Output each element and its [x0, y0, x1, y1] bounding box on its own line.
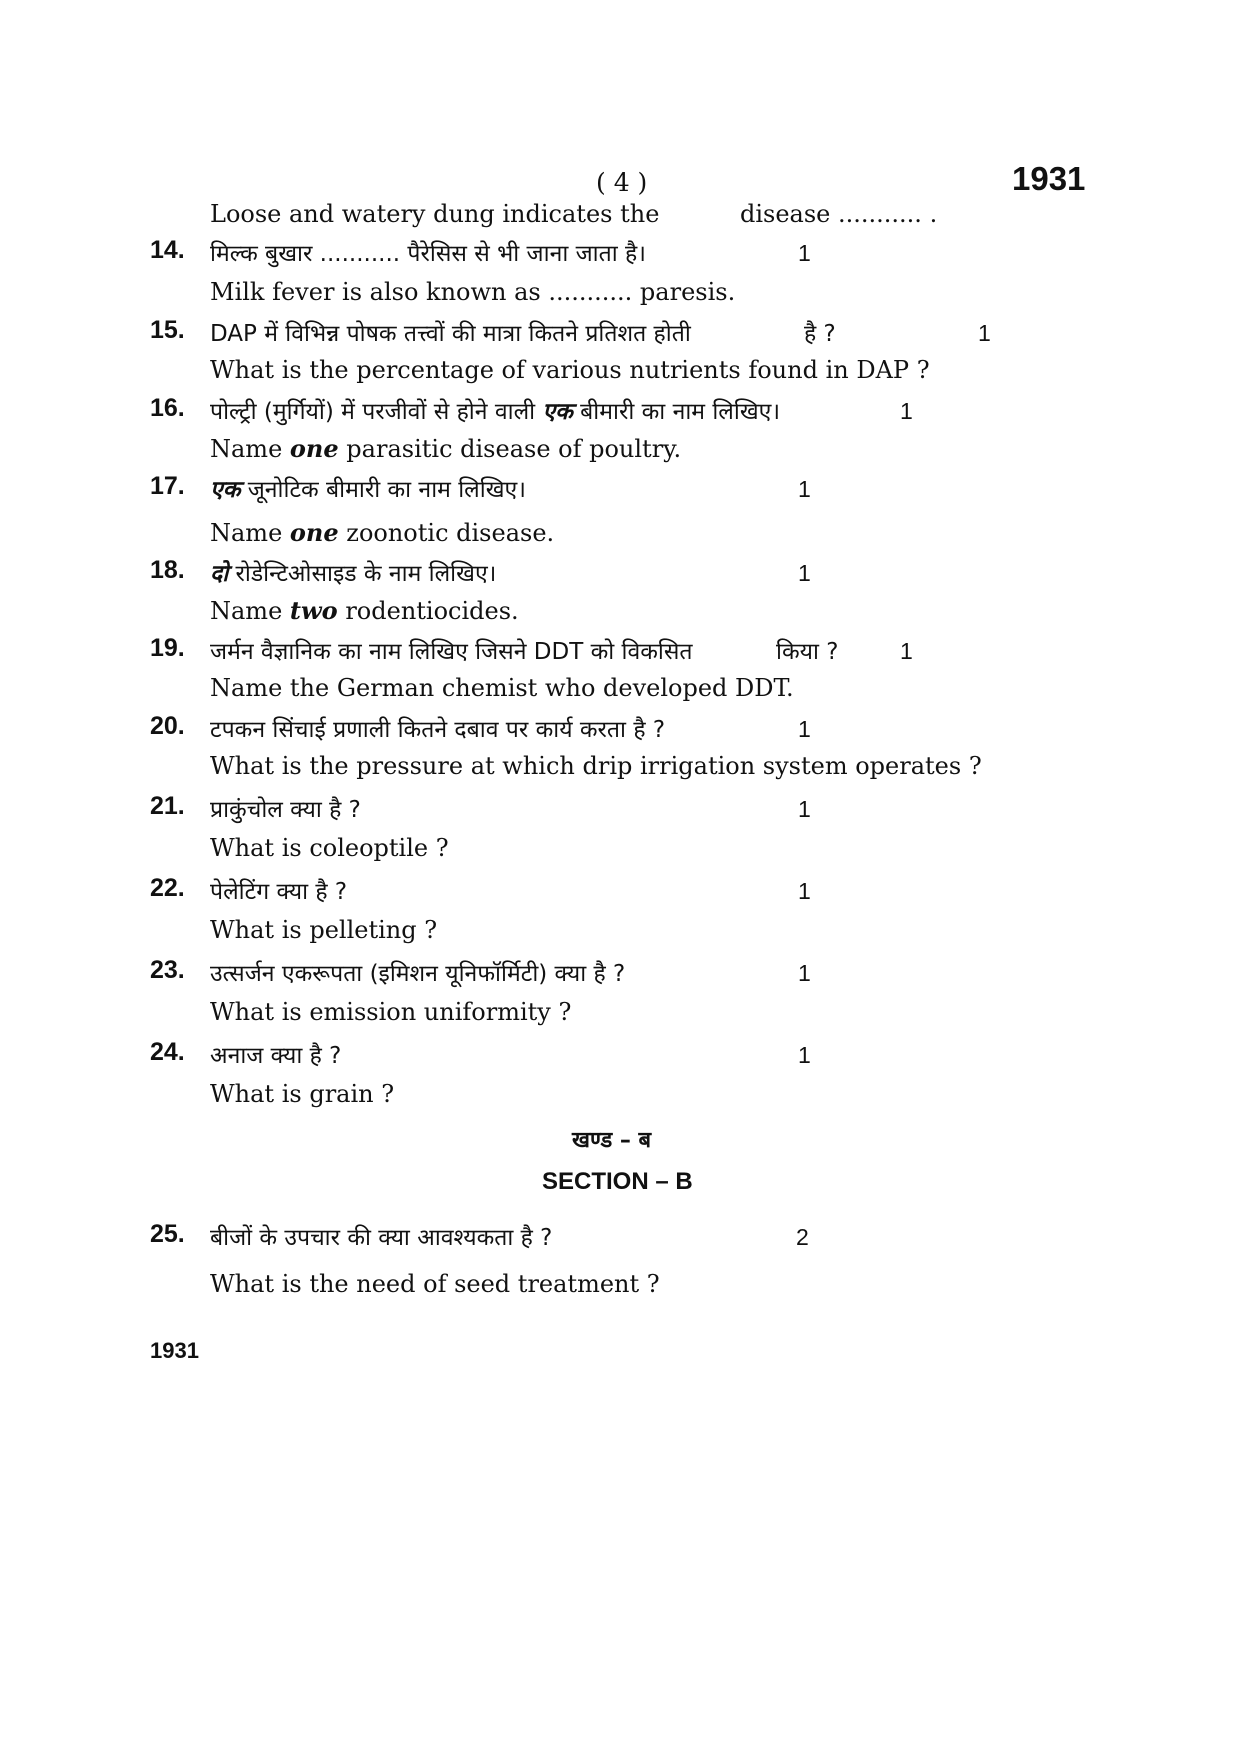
question-17-english-post: zoonotic disease.: [346, 519, 555, 547]
question-16-english-post: parasitic disease of poultry.: [346, 435, 682, 463]
question-22-marks: 1: [798, 878, 811, 904]
question-14-english: Milk fever is also known as ........... paresis.: [210, 278, 736, 306]
question-23-marks: 1: [798, 960, 811, 986]
question-17-marks: 1: [798, 476, 811, 502]
question-21-marks: 1: [798, 796, 811, 822]
question-25-marks: 2: [796, 1224, 809, 1250]
question-15-english: What is the percentage of various nutrients found in DAP ?: [210, 356, 930, 384]
question-18-marks: 1: [798, 560, 811, 586]
question-20-english: What is the pressure at which drip irrigation system operates ?: [210, 752, 982, 780]
question-16-english: [210, 434, 681, 463]
question-18-hindi-emphasis: दो: [210, 561, 229, 587]
paper-code-footer: 1931: [150, 1338, 199, 1363]
carry-over-text-part1: Loose and watery dung indicates the: [210, 200, 660, 228]
question-19-hindi-tail: किया ?: [776, 639, 839, 665]
section-heading-english: SECTION – B: [542, 1168, 693, 1195]
question-number-14: 14.: [150, 236, 185, 264]
question-number-23: 23.: [150, 956, 185, 984]
question-17-english-emphasis: one: [289, 518, 339, 547]
question-15-marks: 1: [978, 320, 991, 346]
question-number-19: 19.: [150, 634, 185, 662]
question-16-hindi: [210, 394, 780, 426]
question-17-hindi-post: जूनोटिक बीमारी का नाम लिखिए।: [247, 477, 526, 503]
question-21-english: What is coleoptile ?: [210, 834, 449, 862]
question-24-english: What is grain ?: [210, 1080, 395, 1108]
question-19-marks: 1: [900, 638, 913, 664]
question-18-english-post: rodentiocides.: [345, 597, 519, 625]
question-number-17: 17.: [150, 472, 185, 500]
question-19-hindi: जर्मन वैज्ञानिक का नाम लिखिए जिसने DDT को विकसित: [210, 639, 693, 665]
question-15-hindi-tail: है ?: [804, 321, 836, 347]
question-number-15: 15.: [150, 316, 185, 344]
question-22-hindi: पेलेटिंग क्या है ?: [210, 879, 348, 905]
question-23-hindi: उत्सर्जन एकरूपता (इमिशन यूनिफॉर्मिटी) क्या है ?: [210, 961, 626, 987]
question-17-english-pre: Name: [210, 519, 283, 547]
question-number-16: 16.: [150, 394, 185, 422]
carry-over-text-part2: disease ........... .: [740, 200, 938, 228]
question-19-english: Name the German chemist who developed DDT.: [210, 674, 794, 702]
question-24-hindi: अनाज क्या है ?: [210, 1043, 342, 1069]
question-16-english-pre: Name: [210, 435, 283, 463]
question-18-english: [210, 596, 519, 625]
question-24-marks: 1: [798, 1042, 811, 1068]
question-22-english: What is pelleting ?: [210, 916, 438, 944]
question-16-marks: 1: [900, 398, 913, 424]
question-16-hindi-post: बीमारी का नाम लिखिए।: [580, 399, 781, 425]
paper-code-header: 1931: [1012, 160, 1086, 197]
question-number-24: 24.: [150, 1038, 185, 1066]
question-18-english-pre: Name: [210, 597, 283, 625]
question-20-hindi: टपकन सिंचाई प्रणाली कितने दबाव पर कार्य करता है ?: [210, 717, 666, 743]
section-heading-hindi: खण्ड – ब: [572, 1128, 652, 1153]
question-17-hindi-emphasis: एक: [210, 477, 241, 503]
question-14-marks: 1: [798, 240, 811, 266]
page-number: ( 4 ): [596, 168, 648, 197]
question-number-25: 25.: [150, 1220, 185, 1248]
question-16-hindi-emphasis: एक: [542, 399, 573, 425]
question-18-hindi: [210, 556, 496, 588]
question-14-hindi: मिल्क बुखार ........... पैरेसिस से भी जाना जाता है।: [210, 241, 646, 267]
question-16-english-emphasis: one: [289, 434, 339, 463]
question-18-hindi-post: रोडेन्टिओसाइड के नाम लिखिए।: [235, 561, 497, 587]
question-21-hindi: प्राकुंचोल क्या है ?: [210, 797, 361, 823]
question-number-21: 21.: [150, 792, 185, 820]
question-25-hindi: बीजों के उपचार की क्या आवश्यकता है ?: [210, 1225, 553, 1251]
question-23-english: What is emission uniformity ?: [210, 998, 572, 1026]
question-15-hindi: DAP में विभिन्न पोषक तत्त्वों की मात्रा कितने प्रतिशत होती: [210, 321, 691, 347]
question-17-hindi: [210, 472, 526, 504]
question-16-hindi-pre: पोल्ट्री (मुर्गियों) में परजीवों से होने वाली: [210, 399, 536, 425]
question-number-18: 18.: [150, 556, 185, 584]
question-20-marks: 1: [798, 716, 811, 742]
question-number-22: 22.: [150, 874, 185, 902]
question-18-english-emphasis: two: [289, 596, 338, 625]
question-25-english: What is the need of seed treatment ?: [210, 1270, 660, 1298]
question-number-20: 20.: [150, 712, 185, 740]
question-17-english: [210, 518, 554, 547]
